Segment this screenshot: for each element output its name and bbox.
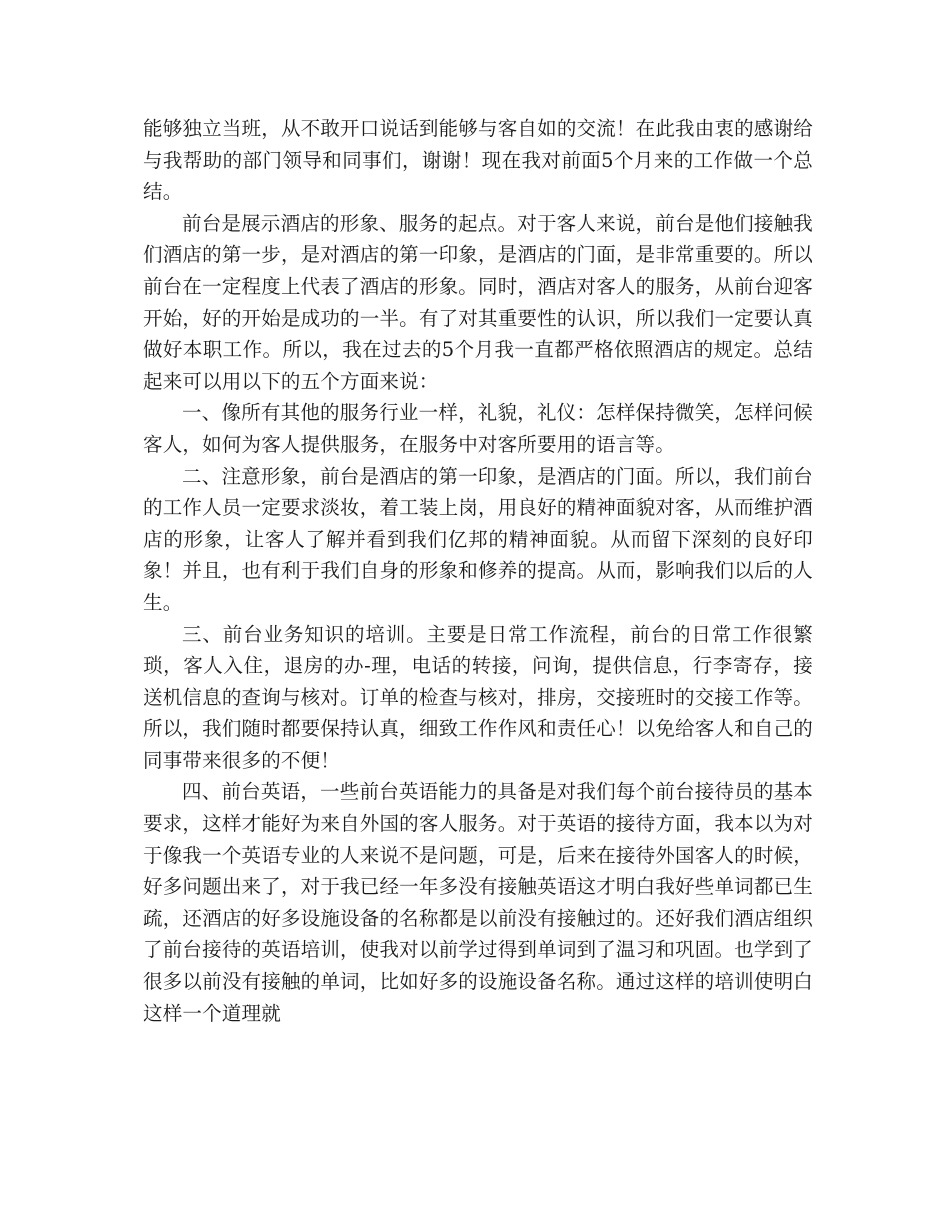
paragraph-front-desk-importance: 前台是展示酒店的形象、服务的起点。对于客人来说，前台是他们接触我们酒店的第一步，是对酒店的第一印象，是酒店的门面，是非常重要的。所以前台在一定程度上代表了酒店的形象。同时，酒店对客人的服务，从前台迎客开始，好的开始是成功的一半。有了对其重要性的认识，所以我们一定要认真做好本职工作。所以，我在过去的5个月我一直都严格依照酒店的规定。总结起来可以用以下的五个方面来说： [143,211,813,393]
paragraph-point-three-training: 三、前台业务知识的培训。主要是日常工作流程，前台的日常工作很繁琐，客人入住，退房的办-理，电话的转接，问询，提供信息，行李寄存，接送机信息的查询与核对。订单的检查与核对，排房，交接班时的交接工作等。所以，我们随时都要保持认真，细致工作作风和责任心！以免给客人和自己的同事带来很多的不便！ [143,622,813,772]
paragraph-point-one-etiquette: 一、像所有其他的服务行业一样，礼貌，礼仪：怎样保持微笑，怎样问候客人，如何为客人提供服务，在服务中对客所要用的语言等。 [143,401,813,456]
paragraph-point-four-english: 四、前台英语，一些前台英语能力的具备是对我们每个前台接待员的基本要求，这样才能好为来自外国的客人服务。对于英语的接待方面，我本以为对于像我一个英语专业的人来说不是问题，可是，后来在接待外国客人的时候，好多问题出来了，对于我已经一年多没有接触英语这才明白我好些单词都已生疏，还酒店的好多设施设备的名称都是以前没有接触过的。还好我们酒店组织了前台接待的英语培训，使我对以前学过得到单词到了温习和巩固。也学到了很多以前没有接触的单词，比如好多的设施设备名称。通过这样的培训使明白这样一个道理就 [143,780,813,1025]
paragraph-point-two-image: 二、注意形象，前台是酒店的第一印象，是酒店的门面。所以，我们前台的工作人员一定要求淡妆，着工装上岗，用良好的精神面貌对客，从而维护酒店的形象，让客人了解并看到我们亿邦的精神面貌。从而留下深刻的良好印象！并且，也有利于我们自身的形象和修养的提高。从而，影响我们以后的人生。 [143,464,813,614]
document-body [143,113,813,1029]
paragraph-continued-intro: 能够独立当班，从不敢开口说话到能够与客自如的交流！在此我由衷的感谢给与我帮助的部门领导和同事们，谢谢！现在我对前面5个月来的工作做一个总结。 [143,117,813,204]
